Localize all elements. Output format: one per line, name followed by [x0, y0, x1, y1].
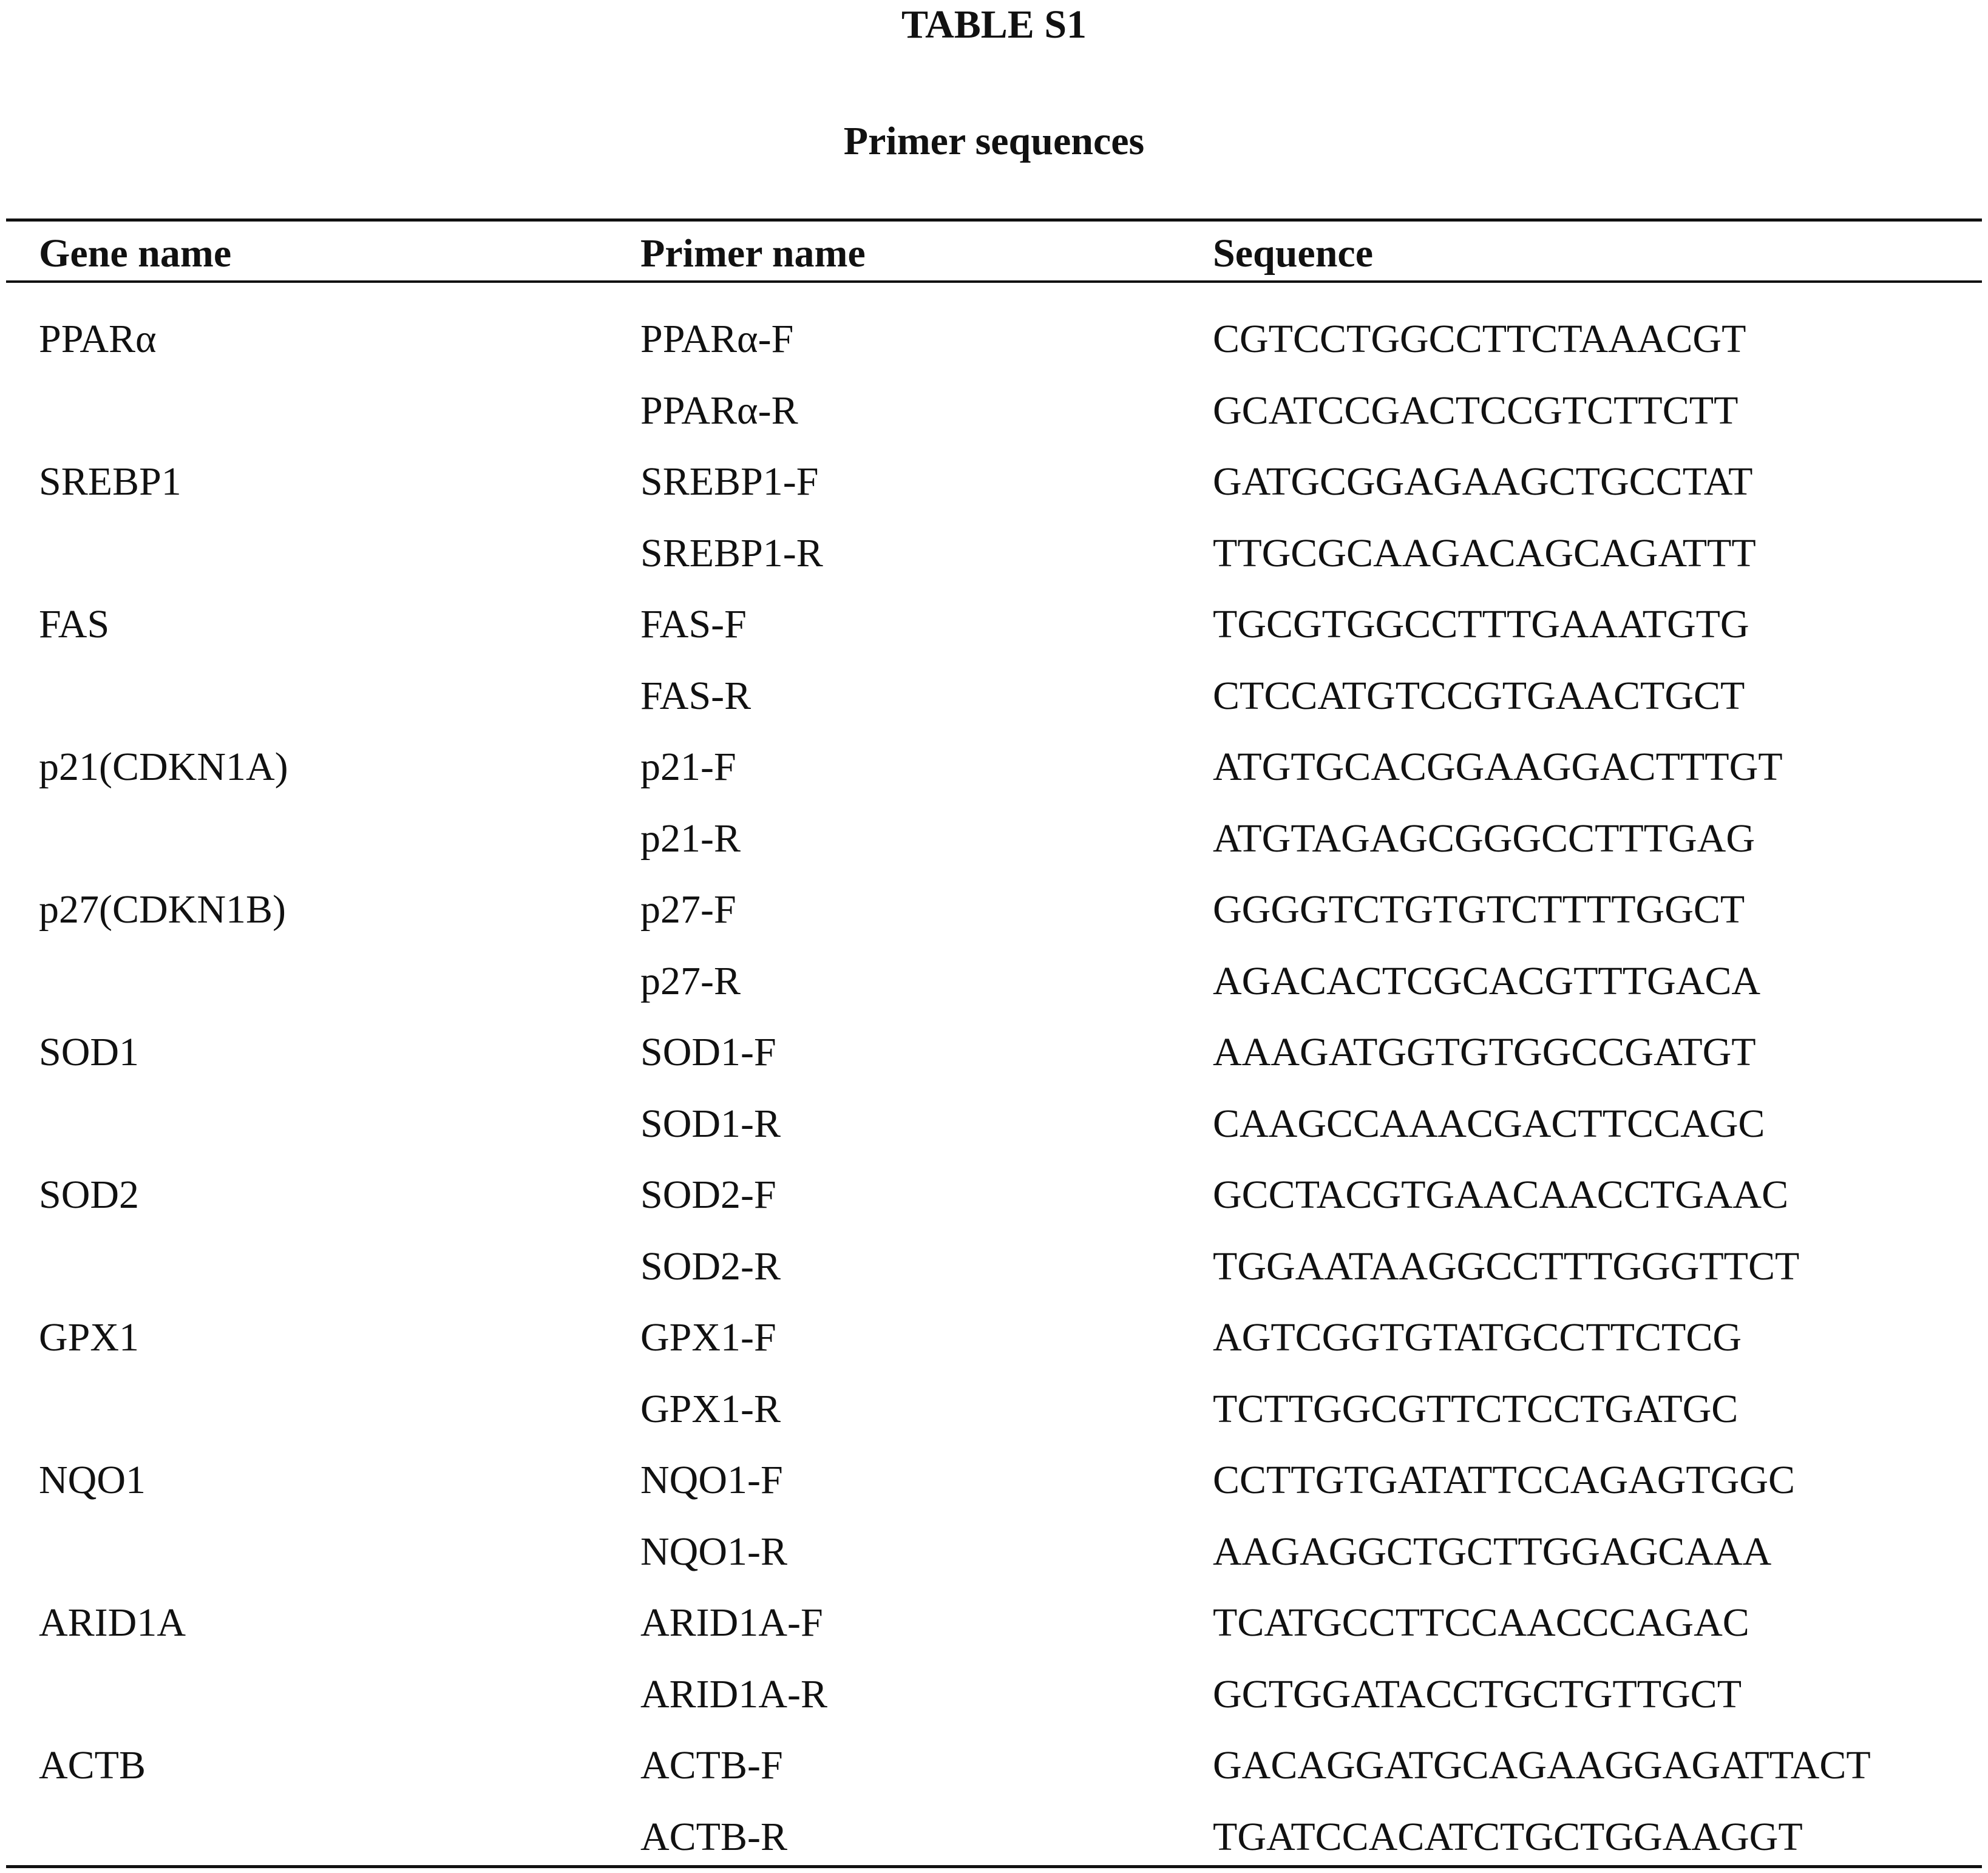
primer-name-cell: PPARα-R: [640, 388, 798, 433]
sequence-cell: TGCGTGGCCTTTGAAATGTG: [1213, 602, 1749, 646]
sequence-cell: CTCCATGTCCGTGAACTGCT: [1213, 673, 1745, 718]
table-header-rule: [6, 280, 1982, 283]
table-row: [0, 1587, 1988, 1659]
gene-name-cell: SREBP1: [39, 459, 181, 504]
sequence-cell: CAAGCCAAACGACTTCCAGC: [1213, 1101, 1765, 1146]
table-row: [0, 303, 1988, 375]
sequence-cell: TCATGCCTTCCAACCCAGAC: [1213, 1600, 1749, 1645]
table-top-rule: [6, 218, 1982, 222]
sequence-cell: GATGCGGAGAAGCTGCCTAT: [1213, 459, 1753, 504]
table-caption: Primer sequences: [843, 119, 1145, 163]
table-row: [0, 660, 1988, 732]
sequence-cell: TGGAATAAGGCCTTTGGGTTCT: [1213, 1244, 1800, 1289]
gene-name-cell: ARID1A: [39, 1600, 186, 1645]
primer-name-cell: GPX1-F: [640, 1315, 776, 1360]
gene-name-cell: GPX1: [39, 1315, 140, 1360]
primer-name-cell: SOD1-R: [640, 1101, 781, 1146]
table-label: TABLE S1: [901, 2, 1087, 47]
table-row: [0, 1088, 1988, 1160]
primer-name-cell: NQO1-R: [640, 1529, 787, 1574]
table-row: [0, 1302, 1988, 1373]
primer-name-cell: SOD1-F: [640, 1030, 776, 1074]
header-gene-name: Gene name: [39, 231, 232, 276]
primer-name-cell: p21-R: [640, 816, 741, 861]
primer-name-cell: SREBP1-R: [640, 530, 823, 575]
sequence-cell: TCTTGGCGTTCTCCTGATGC: [1213, 1386, 1739, 1431]
table-row: [0, 1730, 1988, 1801]
header-sequence: Sequence: [1213, 231, 1373, 276]
sequence-cell: CGTCCTGGCCTTCTAAACGT: [1213, 317, 1746, 361]
sequence-cell: TTGCGCAAGACAGCAGATTT: [1213, 530, 1756, 575]
header-primer-name: Primer name: [640, 231, 866, 276]
primer-name-cell: SOD2-R: [640, 1244, 781, 1289]
primer-name-cell: ARID1A-F: [640, 1600, 823, 1645]
table-row: [0, 1445, 1988, 1516]
gene-name-cell: FAS: [39, 602, 110, 646]
table-body: [0, 303, 1988, 1872]
primer-name-cell: FAS-R: [640, 673, 751, 718]
gene-name-cell: ACTB: [39, 1743, 146, 1787]
sequence-cell: CCTTGTGATATTCCAGAGTGGC: [1213, 1458, 1796, 1502]
table-row: [0, 874, 1988, 946]
sequence-cell: GCATCCGACTCCGTCTTCTT: [1213, 388, 1739, 433]
table-row: [0, 1801, 1988, 1873]
table-row: [0, 1017, 1988, 1088]
gene-name-cell: p21(CDKN1A): [39, 745, 288, 789]
primer-name-cell: p27-F: [640, 887, 736, 932]
sequence-cell: AGTCGGTGTATGCCTTCTCG: [1213, 1315, 1742, 1360]
primer-name-cell: SOD2-F: [640, 1173, 776, 1217]
sequence-cell: GGGGTCTGTGTCTTTTGGCT: [1213, 887, 1745, 932]
table-row: [0, 1516, 1988, 1588]
primer-name-cell: ACTB-F: [640, 1743, 783, 1787]
table-row: [0, 731, 1988, 803]
sequence-cell: ATGTAGAGCGGGCCTTTGAG: [1213, 816, 1755, 861]
primer-name-cell: ACTB-R: [640, 1814, 788, 1859]
table-row: [0, 446, 1988, 518]
table-bottom-rule: [6, 1865, 1982, 1868]
gene-name-cell: PPARα: [39, 317, 157, 361]
table-row: [0, 1659, 1988, 1730]
table-row: [0, 946, 1988, 1017]
primer-name-cell: ARID1A-R: [640, 1671, 827, 1716]
primer-name-cell: PPARα-F: [640, 317, 794, 361]
sequence-cell: GACAGGATGCAGAAGGAGATTACT: [1213, 1743, 1871, 1787]
table-header-row: [0, 229, 1988, 278]
sequence-cell: AGACACTCGCACGTTTGACA: [1213, 958, 1761, 1003]
table-row: [0, 1373, 1988, 1445]
gene-name-cell: SOD1: [39, 1030, 140, 1074]
table-row: [0, 375, 1988, 447]
table-row: [0, 589, 1988, 660]
table-row: [0, 1159, 1988, 1231]
table-row: [0, 803, 1988, 875]
sequence-cell: AAAGATGGTGTGGCCGATGT: [1213, 1030, 1756, 1074]
primer-name-cell: FAS-F: [640, 602, 747, 646]
sequence-cell: GCCTACGTGAACAACCTGAAC: [1213, 1173, 1789, 1217]
sequence-cell: GCTGGATACCTGCTGTTGCT: [1213, 1671, 1742, 1716]
sequence-cell: TGATCCACATCTGCTGGAAGGT: [1213, 1814, 1803, 1859]
primer-name-cell: NQO1-F: [640, 1458, 783, 1502]
table-row: [0, 518, 1988, 589]
gene-name-cell: NQO1: [39, 1458, 146, 1502]
sequence-cell: ATGTGCACGGAAGGACTTTGT: [1213, 745, 1783, 789]
primer-name-cell: SREBP1-F: [640, 459, 819, 504]
gene-name-cell: SOD2: [39, 1173, 140, 1217]
table-row: [0, 1231, 1988, 1302]
sequence-cell: AAGAGGCTGCTTGGAGCAAA: [1213, 1529, 1772, 1574]
primer-name-cell: p27-R: [640, 958, 741, 1003]
primer-name-cell: p21-F: [640, 745, 736, 789]
gene-name-cell: p27(CDKN1B): [39, 887, 286, 932]
primer-name-cell: GPX1-R: [640, 1386, 781, 1431]
